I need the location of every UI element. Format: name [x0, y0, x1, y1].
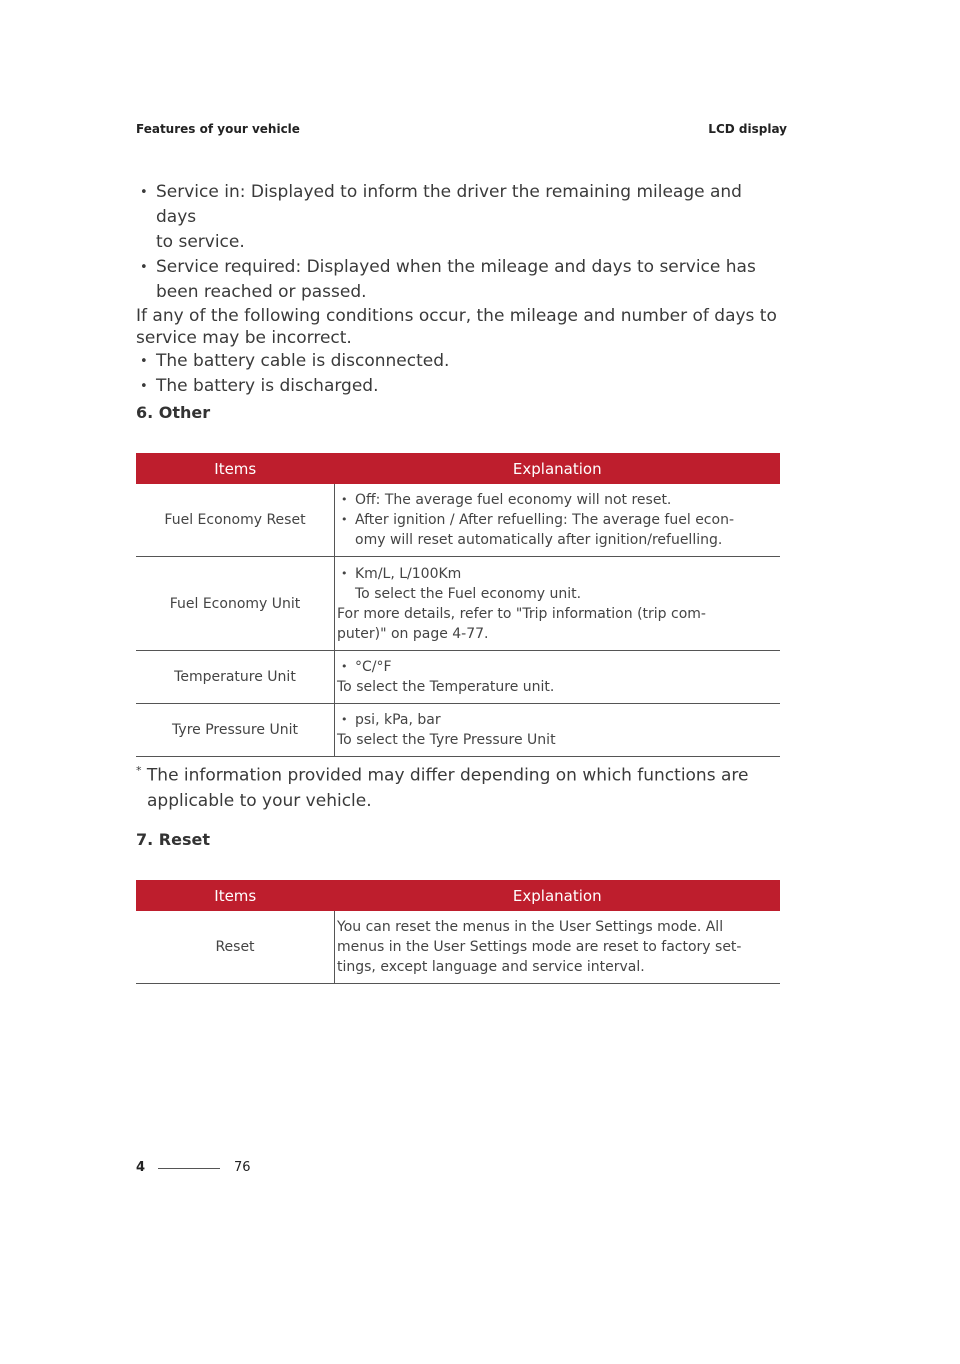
- condition-battery-cable: • The battery cable is disconnected.: [136, 349, 786, 374]
- reset-table: [136, 880, 780, 984]
- row-explanation: You can reset the menus in the User Settings mode. All menus in the User Settings mode are reset to factory set- tings, except language and service interval.: [335, 911, 781, 984]
- chapter-number: 4: [136, 1160, 146, 1175]
- footnote: * The information provided may differ depending on which functions are applicable to your vehicle.: [136, 764, 749, 811]
- table-row: [136, 704, 780, 757]
- bullet-service-required: • Service required: Displayed when the mileage and days to service has been reached or passed.: [136, 255, 786, 305]
- section-title-reset: 7. Reset: [136, 830, 210, 849]
- conditions-intro-paragraph: If any of the following conditions occur, the mileage and number of days to service may be incorrect.: [136, 306, 777, 348]
- row-explanation: • Km/L, L/100Km To select the Fuel economy unit. For more details, refer to "Trip information (trip com- puter)" on page 4-77.: [335, 557, 781, 651]
- row-item-tyre-pressure-unit: Tyre Pressure Unit: [136, 704, 335, 757]
- table-header-row: [136, 453, 780, 484]
- column-header-explanation: Explanation: [335, 453, 781, 484]
- table-row: [136, 557, 780, 651]
- row-explanation: • °C/°F To select the Temperature unit.: [335, 651, 781, 704]
- intro-block: [136, 180, 786, 399]
- column-header-items: Items: [136, 880, 335, 911]
- column-header-items: Items: [136, 453, 335, 484]
- table-row: [136, 911, 780, 984]
- header-section-title: Features of your vehicle: [136, 122, 300, 136]
- row-item-fuel-economy-unit: Fuel Economy Unit: [136, 557, 335, 651]
- row-explanation: • psi, kPa, bar To select the Tyre Pressure Unit: [335, 704, 781, 757]
- section-title-other: 6. Other: [136, 403, 211, 422]
- other-settings-table: [136, 453, 780, 757]
- row-item-reset: Reset: [136, 911, 335, 984]
- row-item-temperature-unit: Temperature Unit: [136, 651, 335, 704]
- header-topic-title: LCD display: [708, 122, 787, 136]
- footer-divider: [158, 1168, 220, 1169]
- table-header-row: [136, 880, 780, 911]
- footnote-marker: *: [136, 764, 142, 777]
- table-row: [136, 484, 780, 557]
- row-explanation: • Off: The average fuel economy will not reset. • After ignition / After refuelling: The average fuel econ- omy will reset automatically after ignition/refuelling.: [335, 484, 781, 557]
- condition-battery-discharged: • The battery is discharged.: [136, 374, 786, 399]
- page-number: 76: [234, 1160, 251, 1175]
- row-item-fuel-economy-reset: Fuel Economy Reset: [136, 484, 335, 557]
- bullet-service-in: • Service in: Displayed to inform the driver the remaining mileage and days to service.: [136, 180, 786, 255]
- column-header-explanation: Explanation: [335, 880, 781, 911]
- table-row: [136, 651, 780, 704]
